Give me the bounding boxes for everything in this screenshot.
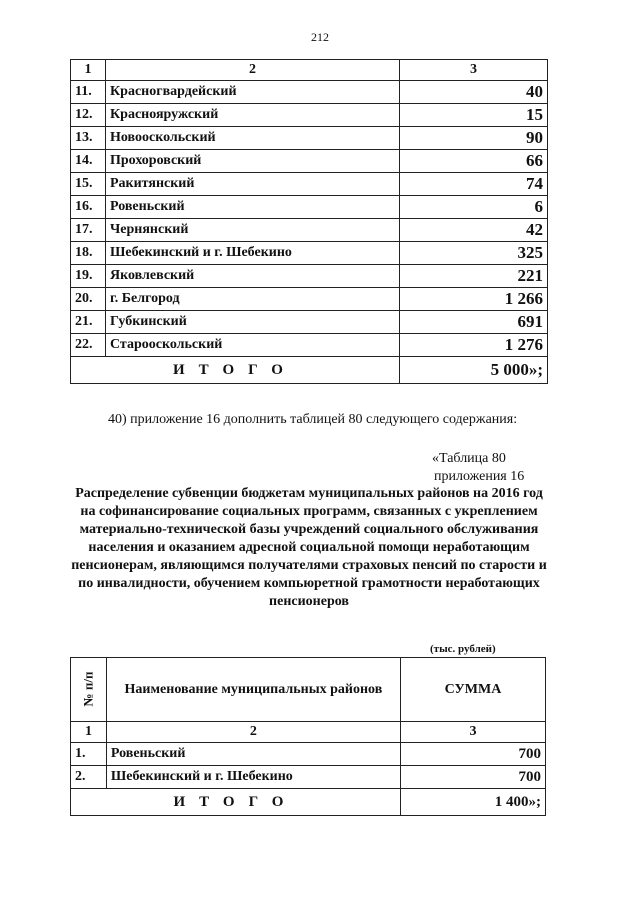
row-value: 691 [400,311,548,334]
column-index-3: 3 [400,722,545,743]
table-row [71,127,548,150]
total-row [71,357,548,384]
table-header-row [71,60,548,81]
row-value: 1 276 [400,334,548,357]
row-number: 2. [71,766,107,789]
column-index-1: 1 [71,722,107,743]
row-number: 18. [71,242,106,265]
table-index-row [71,722,546,743]
caption-line-1: «Таблица 80 [432,451,506,466]
amendment-paragraph: 40) приложение 16 дополнить таблицей 80 следующего содержания: [108,412,518,427]
row-number: 16. [71,196,106,219]
total-label: ИТОГО [71,357,400,384]
row-number: 15. [71,173,106,196]
total-value: 1 400»; [400,789,545,816]
district-name: Ракитянский [106,173,400,196]
table-row [71,334,548,357]
table-row [71,81,548,104]
table-row [71,311,548,334]
table-row [71,196,548,219]
total-value: 5 000»; [400,357,548,384]
number-column-header [71,658,107,722]
row-value: 66 [400,150,548,173]
row-number: 12. [71,104,106,127]
table-caption [432,450,552,486]
row-value: 6 [400,196,548,219]
district-name: г. Белгород [106,288,400,311]
row-value: 42 [400,219,548,242]
row-value: 90 [400,127,548,150]
table-row [71,766,546,789]
column-number-header: 1 [71,60,106,81]
row-value: 1 266 [400,288,548,311]
table-row [71,743,546,766]
district-name: Краснояружский [106,104,400,127]
district-name: Ровеньский [106,743,400,766]
district-name: Красногвардейский [106,81,400,104]
table-title: Распределение субвенции бюджетам муниципальных районов на 2016 год на софинансирование социальных программ, связанных с укреплением материально-технической базы учреждений социального обслуживания населения и оказанием адресной социальной помощи неработающим пенсионерам, являющимся получателями страховых пенсий по старости и по инвалидности, обучением компьюретной грамотности неработающих пенсионеров [71,486,547,609]
district-name: Чернянский [106,219,400,242]
row-number: 14. [71,150,106,173]
total-label: ИТОГО [71,789,401,816]
table-row [71,242,548,265]
table-row [71,265,548,288]
table-row [71,150,548,173]
row-value: 74 [400,173,548,196]
number-column-header-text: № п/п [80,671,96,707]
total-row [71,789,546,816]
district-name: Новооскольский [106,127,400,150]
column-name-header: 2 [106,60,400,81]
row-value: 700 [400,743,545,766]
district-name: Шебекинский и г. Шебекино [106,766,400,789]
district-name: Шебекинский и г. Шебекино [106,242,400,265]
column-value-header: 3 [400,60,548,81]
row-value: 700 [400,766,545,789]
row-number: 11. [71,81,106,104]
table-row [71,288,548,311]
row-number: 13. [71,127,106,150]
table-title-row [71,658,546,722]
column-index-2: 2 [106,722,400,743]
table-row [71,104,548,127]
row-value: 221 [400,265,548,288]
caption-line-2: приложения 16 [434,469,525,484]
name-column-header: Наименование муниципальных районов [106,658,400,722]
table-row [71,219,548,242]
units-label: (тыс. рублей) [430,643,496,655]
sum-column-header: СУММА [400,658,545,722]
row-number: 1. [71,743,107,766]
distribution-table [70,657,546,816]
row-number: 19. [71,265,106,288]
district-name: Ровеньский [106,196,400,219]
row-value: 40 [400,81,548,104]
district-name: Прохоровский [106,150,400,173]
row-number: 22. [71,334,106,357]
row-number: 20. [71,288,106,311]
table-row [71,173,548,196]
row-value: 325 [400,242,548,265]
row-value: 15 [400,104,548,127]
row-number: 21. [71,311,106,334]
district-name: Яковлевский [106,265,400,288]
subsidy-table-continued [70,59,548,384]
district-name: Губкинский [106,311,400,334]
row-number: 17. [71,219,106,242]
table-body [71,81,548,357]
table-body [71,743,546,789]
district-name: Старооскольский [106,334,400,357]
page-number: 212 [311,30,329,44]
